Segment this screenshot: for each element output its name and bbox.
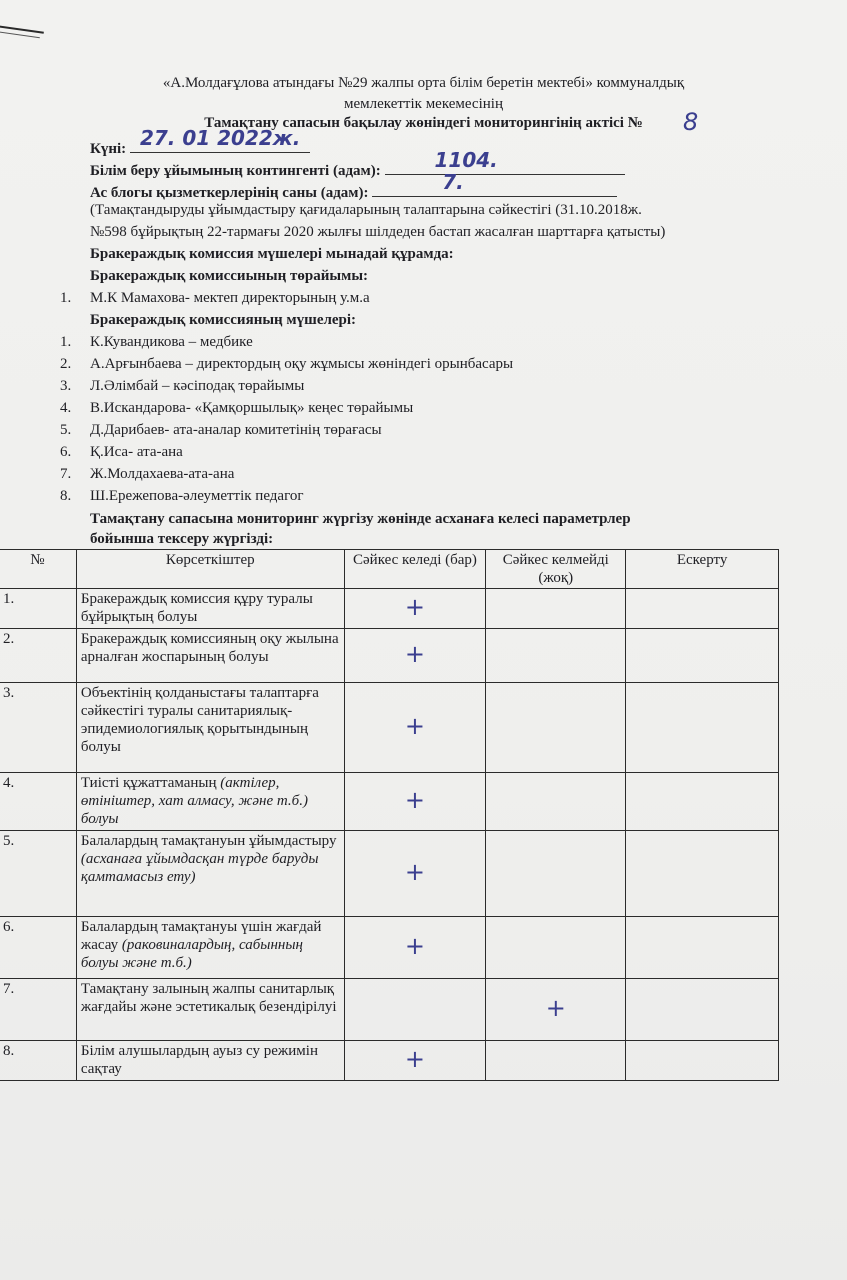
row-number: 5.	[0, 831, 76, 917]
indicator-cell	[76, 589, 344, 629]
list-number: 3.	[60, 378, 72, 394]
handwritten-mark: +	[404, 857, 426, 886]
col-header-compliant: Сәйкес келеді (бар)	[344, 550, 486, 589]
note-cell	[626, 831, 779, 917]
table-row	[0, 831, 779, 917]
act-number: 8	[683, 108, 699, 136]
compliant-cell	[344, 589, 486, 629]
compliant-cell	[344, 917, 486, 979]
member-item: Л.Әлімбай – кәсіподақ төрайымы	[90, 378, 305, 394]
row-number: 3.	[0, 683, 76, 773]
row-number: 2.	[0, 629, 76, 683]
table-row	[0, 629, 779, 683]
indicator-detail: (раковиналардың, сабынның болуы және т.б.)	[80, 937, 303, 971]
date-row	[90, 126, 310, 158]
date-field	[130, 126, 310, 153]
table-row	[0, 589, 779, 629]
noncompliant-cell	[486, 589, 626, 629]
note-cell	[626, 589, 779, 629]
school-name-line2: мемлекеттік мекемесінің	[344, 96, 503, 112]
compliance-note-line1: (Тамақтандыруды ұйымдастыру қағидаларының талаптарына сәйкестігі (31.10.2018ж.	[90, 202, 642, 218]
composition-heading: Бракераждық комиссия мүшелері мынадай құрамда:	[90, 246, 454, 262]
contingent-field	[385, 148, 625, 175]
member-item: Ж.Молдахаева-ата-ана	[90, 466, 235, 482]
date-label: Күні:	[90, 141, 127, 157]
monitoring-table	[0, 549, 779, 1081]
contingent-label: Білім беру ұйымының контингенті (адам):	[90, 163, 381, 179]
member-item: Қ.Иса- ата-ана	[90, 444, 183, 460]
member-item: К.Кувандикова – медбике	[90, 334, 253, 350]
intro-line2: бойынша тексеру жүргізді:	[90, 531, 274, 547]
date-value: 27. 01 2022ж.	[139, 126, 301, 150]
note-cell	[626, 629, 779, 683]
chair-name: М.К Мамахова- мектеп директорының у.м.а	[90, 290, 370, 306]
indicator-cell	[76, 979, 344, 1041]
list-number: 2.	[60, 356, 72, 372]
note-cell	[626, 979, 779, 1041]
indicator-cell	[76, 683, 344, 773]
noncompliant-cell	[486, 831, 626, 917]
indicator-cell	[76, 831, 344, 917]
school-name-line1: «А.Молдағұлова атындағы №29 жалпы орта білім беретін мектебі» коммуналдық	[162, 75, 685, 91]
list-number: 4.	[60, 400, 72, 416]
indicator-detail: (актілер, өтініштер, хат алмасу, және т.б.) болуы	[80, 775, 308, 827]
compliance-note-line2: №598 бұйрықтың 22-тармағы 2020 жылғы шілдеден бастап жасалған шарттарға қатысты)	[90, 224, 666, 240]
compliant-cell	[344, 831, 486, 917]
compliant-cell	[344, 979, 486, 1041]
indicator-text: Бракераждық комиссияның оқу жылына арналған жоспарының болуы	[80, 631, 339, 665]
note-cell	[626, 917, 779, 979]
members-heading: Бракераждық комиссияның мүшелері:	[90, 312, 357, 328]
col-header-note: Ескерту	[626, 550, 779, 589]
row-number: 4.	[0, 773, 76, 831]
row-number: 7.	[0, 979, 76, 1041]
member-item: Д.Дарибаев- ата-аналар комитетінің төрағасы	[90, 422, 382, 438]
indicator-cell	[76, 629, 344, 683]
noncompliant-cell	[486, 629, 626, 683]
list-number: 7.	[60, 466, 72, 482]
contingent-value: 1104.	[434, 148, 498, 172]
table-row	[0, 979, 779, 1041]
row-number: 1.	[0, 589, 76, 629]
indicator-text: Балалардың тамақтануы үшін жағдай жасау	[80, 919, 322, 953]
handwritten-mark: +	[404, 785, 426, 814]
handwritten-mark: +	[545, 993, 566, 1022]
noncompliant-cell	[486, 917, 626, 979]
member-item: В.Искандарова- «Қамқоршылық» кеңес төрайымы	[90, 400, 414, 416]
indicator-cell	[76, 1041, 344, 1081]
member-item: А.Арғынбаева – директордың оқу жұмысы жөніндегі орынбасары	[90, 356, 514, 372]
indicator-text: Балалардың тамақтануын ұйымдастыру	[80, 833, 337, 849]
table-row	[0, 917, 779, 979]
staff-label: Ас блогы қызметкерлерінің саны (адам):	[90, 185, 369, 201]
indicator-detail: (асханаға ұйымдасқан түрде баруды қамтамасыз ету)	[80, 851, 319, 885]
chair-heading: Бракераждық комиссиының төрайымы:	[90, 268, 369, 284]
table-row	[0, 1041, 779, 1081]
col-header-indicators: Көрсеткіштер	[76, 550, 344, 589]
note-cell	[626, 683, 779, 773]
handwritten-mark: +	[404, 1044, 426, 1073]
indicator-text: Объектінің қолданыстағы талаптарға сәйкестігі туралы санитариялық-эпидемиологиялық қорытындының болуы	[80, 685, 319, 755]
noncompliant-cell	[486, 683, 626, 773]
compliant-cell	[344, 1041, 486, 1081]
row-number: 6.	[0, 917, 76, 979]
compliant-cell	[344, 629, 486, 683]
table-header-row	[0, 550, 779, 589]
list-number: 6.	[60, 444, 72, 460]
act-title: Тамақтану сапасын бақылау жөніндегі мониторингінің актісі №	[204, 115, 643, 131]
indicator-cell	[76, 917, 344, 979]
compliant-cell	[344, 773, 486, 831]
handwritten-mark: +	[404, 931, 426, 960]
list-number: 5.	[60, 422, 72, 438]
note-cell	[626, 773, 779, 831]
compliant-cell	[344, 683, 486, 773]
list-number: 1.	[60, 290, 72, 306]
handwritten-mark: +	[404, 592, 426, 621]
noncompliant-cell	[486, 1041, 626, 1081]
list-number: 8.	[60, 488, 72, 504]
indicator-text: Бракераждық комиссия құру туралы бұйрықтың болуы	[80, 591, 313, 625]
note-cell	[626, 1041, 779, 1081]
noncompliant-cell	[486, 979, 626, 1041]
list-number: 1.	[60, 334, 72, 350]
indicator-text: Тиісті құжаттаманың	[80, 775, 221, 791]
noncompliant-cell	[486, 773, 626, 831]
indicator-text: Тамақтану залының жалпы санитарлық жағдайы және эстетикалық безендірілуі	[80, 981, 337, 1015]
handwritten-mark: +	[404, 639, 426, 668]
staff-field	[372, 170, 617, 197]
handwritten-mark: +	[404, 711, 426, 740]
col-header-no: №	[0, 550, 76, 589]
indicator-cell	[76, 773, 344, 831]
table-row	[0, 773, 779, 831]
member-item: Ш.Ережепова-әлеуметтік педагог	[90, 488, 304, 504]
intro-line1: Тамақтану сапасына мониторинг жүргізу жөнінде асханаға келесі параметрлер	[90, 511, 631, 527]
row-number: 8.	[0, 1041, 76, 1081]
col-header-noncompliant: Сәйкес келмейді (жоқ)	[486, 550, 626, 589]
table-row	[0, 683, 779, 773]
indicator-text: Білім алушылардың ауыз су режимін сақтау	[80, 1043, 318, 1077]
staff-value: 7.	[442, 170, 464, 194]
